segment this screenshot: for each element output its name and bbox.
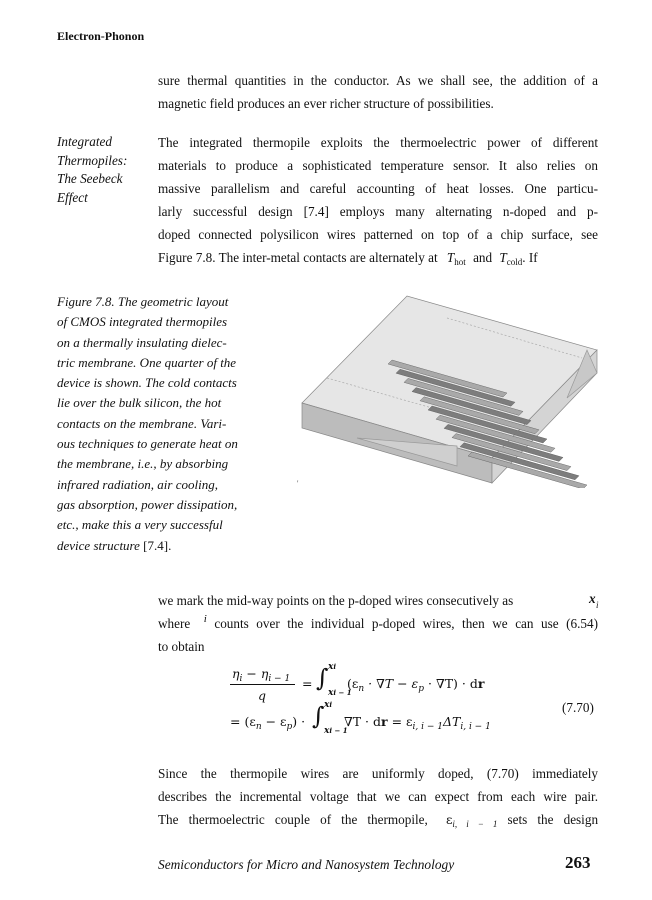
book-title: Semiconductors for Micro and Nanosystem Technology — [158, 857, 455, 872]
upper-limit — [324, 700, 332, 710]
closing-paragraph — [158, 762, 598, 831]
eta-symbol: η — [260, 666, 269, 681]
limit-sub: i − 1 — [329, 726, 348, 735]
text-line: massive parallelism and careful accounting of heat losses. One particu- — [158, 181, 598, 196]
subscript: i − 1 — [268, 674, 291, 684]
caption-line: contacts on the membrane. Vari- — [57, 415, 227, 431]
subscript-i: i — [596, 600, 599, 610]
intro-paragraph — [158, 69, 598, 115]
eq-fragment: − ε — [261, 714, 287, 729]
text-fragment: and — [473, 250, 493, 265]
equation-denominator: q — [258, 688, 267, 703]
caption-line — [57, 536, 269, 556]
subscript: i, i − 1 — [460, 722, 491, 732]
eq-fragment: (ε — [347, 676, 359, 691]
eq-fragment: = ε — [387, 714, 413, 729]
text-line: magnetic field produces an ever richer structure of possibilities. — [158, 96, 494, 111]
minus-sign: − — [242, 666, 261, 681]
symbol-T: T — [499, 250, 507, 265]
sidehead-line: Integrated — [57, 134, 112, 149]
text-line: to obtain — [158, 639, 205, 654]
eq-fragment: · ∇T − ε — [364, 676, 419, 691]
caption-line: of CMOS integrated thermopiles — [57, 314, 228, 330]
figure-tick-mark: ' — [297, 479, 299, 488]
figure-caption — [57, 292, 269, 556]
subscript: i — [239, 674, 243, 684]
subscript: p — [286, 722, 293, 732]
subscript: i, i − 1 — [452, 819, 498, 829]
subscript: p — [418, 684, 425, 694]
text-fragment: Figure 7.8. The inter-metal contacts are alternately at — [158, 250, 438, 265]
subscript: i, i − 1 — [412, 722, 443, 732]
equation-number: (7.70) — [562, 700, 594, 715]
caption-line: Figure 7.8. The geometric layout — [57, 294, 229, 309]
eta-symbol: η — [232, 666, 240, 681]
text-line: doped connected polysilicon wires patterned on top of a chip surface, see — [158, 227, 598, 242]
upper-limit — [328, 662, 336, 672]
limit-sub: i — [333, 662, 337, 671]
limit-x: x — [328, 662, 334, 672]
symbol-x: x — [589, 591, 596, 606]
eq-fragment: ) · — [292, 714, 306, 729]
subscript: n — [255, 722, 262, 732]
subscript: n — [358, 684, 365, 694]
running-header: Electron-Phonon — [57, 29, 145, 43]
eq-fragment: · ∇T) · d — [424, 676, 478, 691]
text-fragment: sets the design — [507, 812, 599, 827]
equation-lhs-numerator — [232, 666, 290, 684]
eq-fragment: = (ε — [230, 714, 256, 729]
text-line — [158, 612, 598, 635]
caption-line: on a thermally insulating dielec- — [57, 334, 227, 350]
symbol-i: i — [203, 613, 207, 625]
equals-sign: = — [302, 676, 313, 691]
caption-line: ous techniques to generate heat on — [57, 436, 238, 452]
text-line: larly successful design [7.4] employs many alternating n-doped and p- — [158, 204, 598, 219]
eq-fragment: ΔT — [442, 714, 461, 729]
sidehead-line: Effect — [57, 189, 88, 205]
integral-sign: ∫ — [316, 664, 329, 692]
limit-x: x — [324, 726, 330, 736]
caption-line: device is shown. The cold contacts — [57, 375, 237, 391]
text-fragment: counts over the individual p-doped wires, then we can use (6.54) — [214, 616, 598, 631]
section-sidehead — [57, 133, 152, 207]
symbol-epsilon: ε — [445, 812, 453, 827]
sidehead-line: The Seebeck — [57, 171, 123, 186]
text-fragment: where — [158, 616, 191, 631]
caption-line: infrared radiation, air cooling, — [57, 476, 218, 492]
vector-r: r — [381, 714, 388, 729]
sidehead-line: Thermopiles: — [57, 152, 128, 168]
followup-paragraph — [158, 589, 598, 658]
caption-line: etc., make this a very successful — [57, 517, 223, 533]
integral-sign: ∫ — [312, 702, 325, 730]
text-line: materials to produce a sophisticated temperature sensor. It also relies on — [158, 158, 598, 173]
thermopile-figure — [297, 288, 603, 488]
text-fragment: . If — [522, 250, 538, 265]
limit-sub: i − 1 — [333, 688, 352, 697]
text-fragment: The thermoelectric couple of the thermopile, — [158, 812, 428, 827]
fraction-bar — [230, 684, 295, 685]
limit-x: x — [324, 700, 330, 710]
limit-sub: i — [329, 700, 333, 709]
text-line: describes the incremental voltage that we can expect from each wire pair. — [158, 789, 598, 804]
subscript-hot: hot — [454, 257, 466, 267]
text-line — [158, 246, 598, 269]
caption-fragment: device structure — [57, 537, 140, 553]
subscript-cold: cold — [506, 257, 523, 267]
caption-line: gas absorption, power dissipation, — [57, 496, 238, 512]
text-fragment: we mark the mid-way points on the p-doped wires consecutively as — [158, 593, 514, 608]
caption-line: tric membrane. One quarter of the — [57, 354, 237, 370]
thermopile-paragraph — [158, 131, 598, 269]
caption-ref: [7.4]. — [139, 537, 172, 553]
integrand-1 — [347, 676, 484, 694]
caption-line: lie over the bulk silicon, the hot — [57, 395, 222, 411]
page-number: 263 — [565, 853, 591, 872]
text-line: sure thermal quantities in the conductor. As we shall see, the addition of a — [158, 73, 598, 88]
equation-line-2 — [230, 714, 305, 732]
text-line: The integrated thermopile exploits the thermoelectric power of different — [158, 135, 598, 150]
text-line — [158, 589, 598, 612]
eq-fragment: ∇T · d — [344, 714, 381, 729]
text-line: Since the thermopile wires are uniformly doped, (7.70) immediately — [158, 766, 598, 781]
vector-r: r — [477, 676, 485, 691]
symbol-T: T — [446, 250, 455, 265]
limit-x: x — [328, 688, 334, 698]
caption-line: the membrane, i.e., by absorbing — [57, 456, 229, 472]
integrand-2 — [344, 714, 491, 732]
text-line — [158, 808, 598, 831]
